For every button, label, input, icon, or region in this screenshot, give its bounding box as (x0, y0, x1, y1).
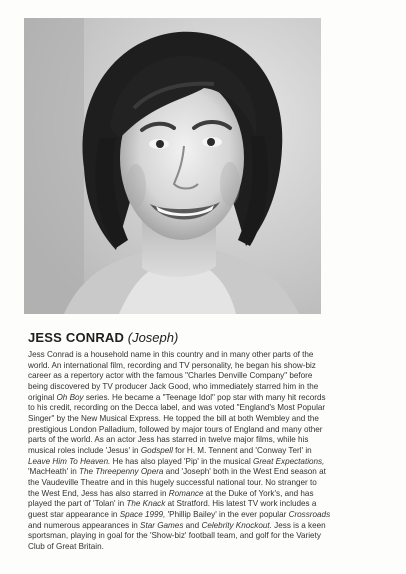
bio-text: and numerous appearances in (28, 520, 141, 530)
bio-text: to his credit, recording on the Decca label, and was voted "England's Most Popular (28, 403, 326, 413)
bio-line (28, 446, 388, 457)
bio-line (28, 457, 388, 468)
bio-title-text: Godspell (140, 445, 173, 455)
bio-line (28, 499, 388, 510)
bio-text: and 'Joseph' both in the West End season at (163, 467, 326, 477)
bio-title-text: Romance (168, 488, 204, 498)
bio-line (28, 371, 388, 382)
bio-text: the Vaudeville Theatre and in this hugely successful national tour. No stranger to (28, 477, 317, 487)
bio-line (28, 435, 388, 446)
performer-heading (28, 330, 388, 346)
performer-role: (Joseph) (127, 330, 179, 345)
bio-line (28, 393, 388, 404)
portrait-photo (24, 18, 321, 314)
performer-name: JESS CONRAD (28, 330, 125, 345)
bio-text: Jess is a keen (271, 520, 326, 530)
bio-line (28, 542, 388, 553)
bio-text: world. An international film, recording and TV personality, he began his show-biz (28, 360, 316, 370)
bio-title-text: Star Games (140, 520, 184, 530)
bio-text: Club of Great Britain. (28, 541, 104, 551)
biography-text (28, 350, 388, 552)
bio-text: sportsman, playing in goal for the 'Show-biz' football team, and golf for the Variety (28, 531, 321, 541)
bio-line (28, 510, 388, 521)
bio-text: series. He became a "Teenage Idol" pop star with many hit records (83, 392, 326, 402)
bio-title-text: Space 1999, (119, 509, 166, 519)
bio-text: at Stratford. His latest TV work includes a (165, 499, 317, 509)
bio-text: career as a repertory actor with the famous "Charles Denville Company" before (28, 371, 313, 381)
bio-title-text: Crossroads (288, 509, 331, 519)
bio-text: being discovered by TV producer Jack Good, who immediately starred him in the (28, 381, 319, 391)
bio-text: 'Phillip Bailey' in the ever popular (165, 509, 289, 519)
bio-line (28, 361, 388, 372)
bio-line (28, 489, 388, 500)
bio-title-text: Oh Boy (56, 392, 84, 402)
bio-text: Singer" by the New Musical Express. He topped the bill at both Wembley and the (28, 413, 319, 423)
bio-text: prestigious London Palladium, followed by major tours of England and many other (28, 424, 323, 434)
bio-line (28, 521, 388, 532)
bio-line (28, 531, 388, 542)
bio-title-text: Celebrity Knockout. (201, 520, 272, 530)
bio-line (28, 414, 388, 425)
bio-line (28, 467, 388, 478)
bio-line (28, 403, 388, 414)
bio-title-text: Leave Him To Heaven. (28, 456, 111, 466)
bio-text: played the part of 'Tolan' in (28, 499, 127, 509)
bio-line (28, 382, 388, 393)
bio-text: musical roles include 'Jesus' in (28, 445, 141, 455)
bio-text: and (183, 520, 202, 530)
bio-text: the West End, Jess has also starred in (28, 488, 169, 498)
bio-text: He has also played 'Pip' in the musical (110, 456, 254, 466)
bio-text: 'MacHeath' in (28, 467, 79, 477)
bio-line (28, 425, 388, 436)
bio-title-text: Great Expectations, (253, 456, 325, 466)
bio-text: parts of the world. As an actor Jess has starred in twelve major films, while his (28, 435, 309, 445)
bio-text: Jess Conrad is a household name in this country and in many other parts of the (28, 350, 314, 359)
bio-text: guest star appearance in (28, 509, 120, 519)
bio-line (28, 478, 388, 489)
bio-text: at the Duke of York's, and has (203, 488, 314, 498)
bio-text: original (28, 392, 57, 402)
bio-title-text: The Knack (126, 499, 166, 509)
bio-title-text: The Threepenny Opera (78, 467, 164, 477)
bio-line (28, 350, 388, 361)
bio-text: for H. M. Tennent and 'Conway Terl' in (172, 445, 312, 455)
